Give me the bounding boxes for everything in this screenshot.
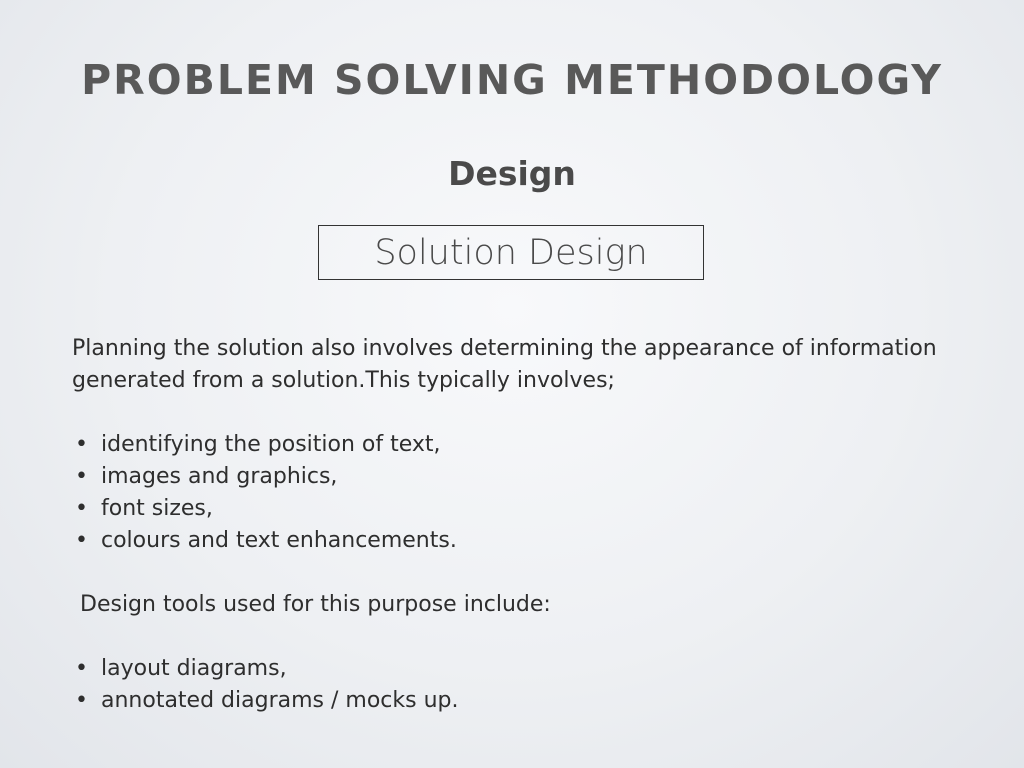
tools-list [72, 653, 972, 717]
intro-line-2: generated from a solution.This typically involves; [72, 368, 615, 393]
solution-design-box [318, 225, 704, 280]
list-item: • identifying the position of text, [72, 429, 972, 461]
list-item: • images and graphics, [72, 461, 972, 493]
tools-intro: Design tools used for this purpose include: [80, 592, 551, 617]
list-item: • layout diagrams, [72, 653, 972, 685]
bullet-icon: • [75, 464, 88, 489]
bullet-icon: • [75, 528, 88, 553]
list-item: • annotated diagrams / mocks up. [72, 685, 972, 717]
solution-design-label: Solution Design [374, 232, 648, 273]
slide-title: PROBLEM SOLVING METHODOLOGY [81, 56, 943, 104]
bullet-icon: • [75, 496, 88, 521]
intro-line-1: Planning the solution also involves determining the appearance of information [72, 336, 937, 361]
list-item: • font sizes, [72, 493, 972, 525]
list-item: • colours and text enhancements. [72, 525, 972, 557]
intro-paragraph [72, 333, 972, 397]
bullet-icon: • [75, 656, 88, 681]
bullet-icon: • [75, 432, 88, 457]
involves-list [72, 429, 972, 557]
body-text [72, 333, 972, 717]
slide-subtitle: Design [448, 154, 576, 193]
bullet-icon: • [75, 688, 88, 713]
